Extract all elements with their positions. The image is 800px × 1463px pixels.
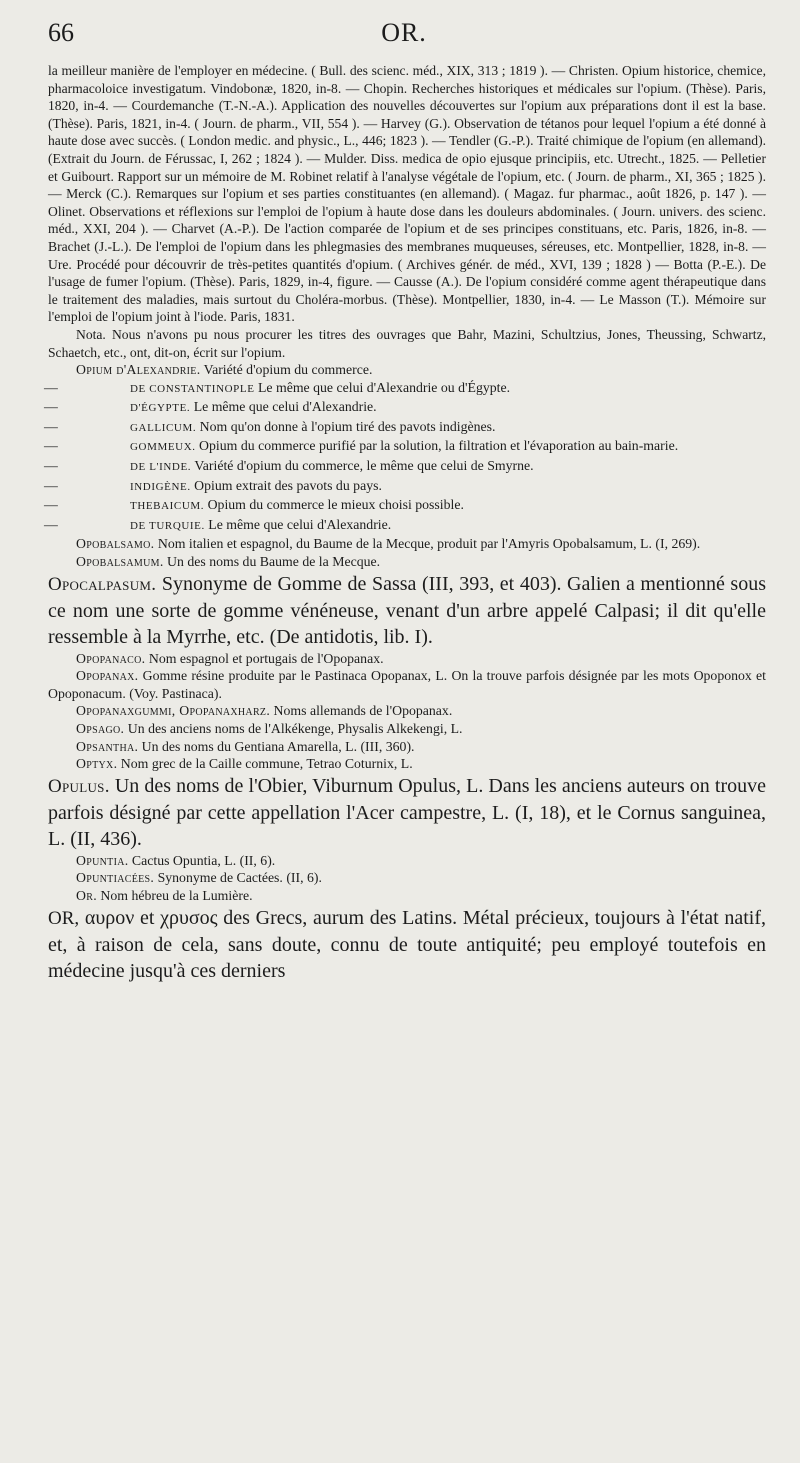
variety-item xyxy=(44,437,766,457)
entry-or-main xyxy=(48,905,766,984)
dash: — xyxy=(44,399,58,415)
entry-text: Un des anciens noms de l'Alkékenge, Physalis Alkekengi, L. xyxy=(124,721,463,736)
entry-term: Opopanaxgummi, Opopanaxharz. xyxy=(76,703,271,719)
dash: — xyxy=(44,418,58,434)
opium-varieties-list xyxy=(44,379,766,536)
dash: — xyxy=(44,516,58,532)
entry-text: Un des noms de l'Obier, Viburnum Opulus, L. Dans les anciens auteurs on trouve parfois désigné par cette appellation l'Acer campestre, L. (I, 18), et le Cornus sanguinea, L. (II, 436). xyxy=(48,774,766,850)
variety-term: THEBAICUM. xyxy=(130,500,205,513)
variety-term: DE CONSTANTINOPLE xyxy=(130,382,255,395)
entry-text: Nom italien et espagnol, du Baume de la Mecque, produit par l'Amyris Opobalsamum, L. (I, 269). xyxy=(154,536,701,552)
dash: — xyxy=(44,379,58,395)
entry-term: Opsago. xyxy=(76,721,125,736)
running-head: OR. xyxy=(381,18,427,47)
entry-text: Un des noms du Baume de la Mecque. xyxy=(163,554,381,570)
entry-text: Nom espagnol et portugais de l'Opopanax. xyxy=(145,650,384,666)
entry-term: OR, xyxy=(48,907,80,929)
dash: — xyxy=(44,458,58,474)
variety-term: DE TURQUIE. xyxy=(130,519,205,532)
entry-text: Nom grec de la Caille commune, Tetrao Coturnix, L. xyxy=(117,756,413,772)
variety-item xyxy=(44,379,766,399)
entry-opobalsamum xyxy=(48,553,766,571)
entry-opium-alexandrie xyxy=(48,361,766,379)
variety-item xyxy=(44,516,766,536)
entry-opopanaxgummi xyxy=(48,702,766,720)
entry-term: Opuntiacées. xyxy=(76,870,155,886)
entry-optyx xyxy=(48,755,766,773)
variety-text: Opium extrait des pavots du pays. xyxy=(190,477,382,493)
page-header xyxy=(48,18,760,58)
variety-item xyxy=(44,457,766,477)
variety-item xyxy=(44,418,766,438)
variety-text: Opium du commerce purifié par la solution, la filtration et l'évaporation au bain-marie. xyxy=(195,438,679,454)
bibliography-paragraph: la meilleur manière de l'employer en médecine. ( Bull. des scienc. méd., XIX, 313 ; 1819 ). — Christen. Opium historice, chemice, pharmacoloice investigatum. Vindobonæ, 1820, in-8. — Chopin. Recherches historiques et médicales sur l'opium. (Thèse). Paris, 1820, in-4. — Courdemanche (T.-N.-A.). Application des nouvelles découvertes sur l'opium aux préparations dont il est la base. (Thèse). Paris, 1821, in-4. ( Journ. de pharm., VII, 554 ). — Harvey (G.). Observation de tétanos pour lequel l'opium a été donné à haute dose avec succès. ( London medic. and physic., L., 446; 1823 ). — Tendler (G.-P.). Traité chimique de l'opium (en allemand). (Extrait du Journ. de Férussac, I, 262 ; 1824 ). — Mulder. Diss. medica de opio ejusque principiis, etc. Utrecht., 1825. — Pelletier et Guibourt. Rapport sur un mémoire de M. Robinet relatif à l'analyse végétale de l'opium, etc. ( Journ. de pharm., XI, 365 ; 1825 ). — Merck (C.). Remarques sur l'opium et ses parties constituantes (en allemand). ( Magaz. fur pharmac., août 1826, p. 147 ). — Olinet. Observations et réflexions sur l'emploi de l'opium à haute dose dans les douleurs abdominales. ( Journ. univers. des scienc. méd., XXI, 204 ). — Charvet (A.-P.). De l'action comparée de l'opium et de ses principes constituans, etc. Paris, 1826, in-8. — Brachet (J.-L.). De l'emploi de l'opium dans les phlegmasies des membranes muqueuses, séreuses, etc. Montpellier, 1828, in-8. — Ure. Procédé pour découvrir de très-petites quantités d'opium. ( Archives génér. de méd., XVI, 139 ; 1828 ) — Botta (P.-E.). De l'usage de fumer l'opium. (Thèse). Paris, 1829, in-4, figure. — Causse (A.). De l'opium considéré comme agent thérapeutique dans le traitement des maladies, mais surtout du Choléra-morbus. (Thèse). Montpellier, 1830, in-4. — Le Masson (T.). Mémoire sur l'emploi de l'opium joint à l'iode. Paris, 1831. xyxy=(48,63,766,325)
dash: — xyxy=(44,477,58,493)
variety-term: GALLICUM. xyxy=(130,421,197,434)
variety-text: Opium du commerce le mieux choisi possible. xyxy=(204,497,464,513)
entry-opsantha xyxy=(48,738,766,756)
variety-term: GOMMEUX. xyxy=(130,441,196,454)
entry-opocalpasum xyxy=(48,571,766,650)
entry-opsago xyxy=(48,720,766,738)
entry-term: Opobalsamum. xyxy=(76,554,164,570)
entry-term: Opobalsamo. xyxy=(76,536,155,552)
variety-text: Nom qu'on donne à l'opium tiré des pavots indigènes. xyxy=(196,418,496,434)
entry-term: Opopanaco. xyxy=(76,650,146,666)
entry-text: Un des noms du Gentiana Amarella, L. (III, 360). xyxy=(138,738,415,754)
entry-text: Synonyme de Cactées. (II, 6). xyxy=(154,870,322,886)
entry-opopanax xyxy=(48,667,766,702)
entry-term: Opopanax. xyxy=(76,668,139,684)
page-number: 66 xyxy=(48,18,74,47)
variety-item xyxy=(44,398,766,418)
entry-opulus xyxy=(48,773,766,852)
variety-text: Le même que celui d'Alexandrie. xyxy=(190,399,377,415)
entry-text: Gomme résine produite par le Pastinaca Opopanax, L. On la trouve parfois désignée par les mots Opoponox et Opoponacum. (Voy. Pastinaca). xyxy=(48,668,766,701)
entry-term: Or. xyxy=(76,887,97,903)
entry-opobalsamo xyxy=(48,535,766,553)
dash: — xyxy=(44,497,58,513)
entry-term: Opsantha. xyxy=(76,738,139,754)
entry-opopanaco xyxy=(48,650,766,668)
variety-item xyxy=(44,477,766,497)
variety-term: DE L'INDE. xyxy=(130,461,192,474)
variety-text: Variété d'opium du commerce, le même que celui de Smyrne. xyxy=(191,458,534,474)
variety-item xyxy=(44,496,766,516)
variety-text: Le même que celui d'Alexandrie ou d'Égypte. xyxy=(254,379,511,395)
entry-term: Opium d'Alexandrie. xyxy=(76,362,201,378)
dash: — xyxy=(44,438,58,454)
entry-text: Synonyme de Gomme de Sassa (III, 393, et 403). Galien a mentionné sous ce nom une sorte de gomme vénéneuse, venant d'un arbre appelé Calpasi; il dit qu'elle ressemble à la Myrrhe, etc. (De antidotis, lib. I). xyxy=(48,572,766,648)
variety-text: Le même que celui d'Alexandrie. xyxy=(204,516,392,532)
entry-text: αυρον et χρυσος des Grecs, aurum des Latins. Métal précieux, toujours à l'état natif, et, à raison de cela, sans doute, connu de toute antiquité; peu employé toutefois en médecine jusqu'à ces derniers xyxy=(48,906,766,982)
entry-text: Nom hébreu de la Lumière. xyxy=(96,887,253,903)
variety-term: INDIGÈNE. xyxy=(130,480,191,493)
entry-text: Cactus Opuntia, L. (II, 6). xyxy=(128,852,276,868)
entry-term: Opulus. xyxy=(48,775,110,797)
entry-term: Optyx. xyxy=(76,756,118,772)
entry-text: Variété d'opium du commerce. xyxy=(200,362,373,378)
entry-opuntiacees xyxy=(48,869,766,887)
entry-text: Noms allemands de l'Opopanax. xyxy=(270,703,453,719)
entry-or-hebrew xyxy=(48,887,766,905)
entry-opuntia xyxy=(48,852,766,870)
page-content xyxy=(44,62,766,984)
nota-paragraph: Nota. Nous n'avons pu nous procurer les titres des ouvrages que Bahr, Mazini, Schultzius, Jones, Theussing, Schwartz, Schaetch, etc., ont, dit-on, écrit sur l'opium. xyxy=(48,326,766,360)
variety-term: D'ÉGYPTE. xyxy=(130,402,191,415)
entry-term: Opuntia. xyxy=(76,852,129,868)
entry-term: Opocalpasum. xyxy=(48,573,157,595)
